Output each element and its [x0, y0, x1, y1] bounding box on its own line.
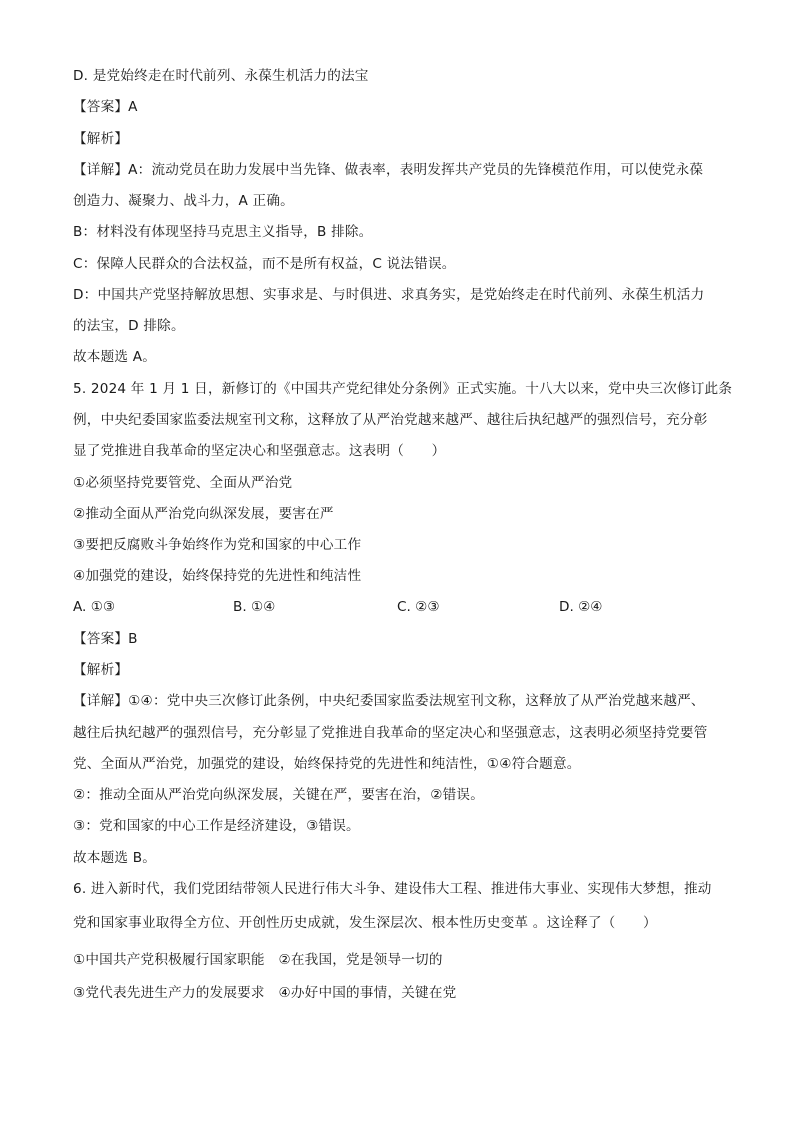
q5-statement-4: ④加强党的建设，始终保持党的先进性和纯洁性 — [73, 568, 362, 584]
q5-detail-2: ②：推动全面从严治党向纵深发展，关键在严，要害在治，②错误。 — [73, 787, 484, 803]
q6-statements-1-2: ①中国共产党积极履行国家职能 ②在我国，党是领导一切的 — [73, 952, 443, 968]
q5-analysis-heading: 【解析】 — [73, 662, 129, 678]
q4-detail-c: C：保障人民群众的合法权益，而不是所有权益，C 说法错误。 — [73, 256, 456, 272]
q4-detail-line: 创造力、凝聚力、战斗力，A 正确。 — [73, 193, 294, 209]
q5-option-c: C. ②③ — [397, 599, 440, 615]
q4-answer: 【答案】A — [73, 99, 138, 115]
q5-detail-line: 党、全面从严治党，加强党的建设，始终保持党的先进性和纯洁性，①④符合题意。 — [73, 756, 581, 772]
q5-detail-line: 越往后执纪越严的强烈信号，充分彰显了党推进自我革命的坚定决心和坚强意志，这表明必须坚持党要管 — [73, 725, 708, 741]
q4-option-d: D. 是党始终走在时代前列、永葆生机活力的法宝 — [73, 68, 369, 84]
q5-statement-3: ③要把反腐败斗争始终作为党和国家的中心工作 — [73, 537, 362, 553]
q5-stem-line: 显了党推进自我革命的坚定决心和坚强意志。这表明（ ） — [73, 443, 446, 459]
q4-detail-d: D：中国共产党坚持解放思想、实事求是、与时俱进、求真务实，是党始终走在时代前列、永葆生机活力 — [73, 287, 705, 303]
q6-statements-3-4: ③党代表先进生产力的发展要求 ④办好中国的事情，关键在党 — [73, 985, 457, 1001]
q4-detail-b: B：材料没有体现坚持马克思主义指导，B 排除。 — [73, 224, 373, 240]
q5-statement-1: ①必须坚持党要管党、全面从严治党 — [73, 475, 293, 491]
q5-option-b: B. ①④ — [233, 599, 276, 615]
q6-stem-line: 党和国家事业取得全方位、开创性历史成就，发生深层次、根本性历史变革 。这诠释了（ ） — [73, 915, 657, 931]
q5-detail-3: ③：党和国家的中心工作是经济建设，③错误。 — [73, 818, 360, 834]
q5-statement-2: ②推动全面从严治党向纵深发展，要害在严 — [73, 506, 334, 522]
q5-answer: 【答案】B — [73, 631, 138, 647]
q5-conclusion: 故本题选 B。 — [73, 850, 157, 866]
q5-detail-line: 【详解】①④：党中央三次修订此条例，中央纪委国家监委法规室刊文称，这释放了从严治党越来越严、 — [73, 693, 705, 709]
q4-detail-d-cont: 的法宝，D 排除。 — [73, 318, 185, 334]
q5-stem-line: 例，中央纪委国家监委法规室刊文称，这释放了从严治党越来越严、越往后执纪越严的强烈信号，充分彰 — [73, 412, 708, 428]
q5-stem-line: 5. 2024 年 1 月 1 日，新修订的《中国共产党纪律处分条例》正式实施。十八大以来，党中央三次修订此条 — [73, 381, 733, 397]
q6-stem-line: 6. 进入新时代，我们党团结带领人民进行伟大斗争、建设伟大工程、推进伟大事业、实现伟大梦想，推动 — [73, 881, 712, 897]
q5-option-d: D. ②④ — [559, 599, 603, 615]
q4-analysis-heading: 【解析】 — [73, 131, 129, 147]
q4-detail-line: 【详解】A：流动党员在助力发展中当先锋、做表率，表明发挥共产党员的先锋模范作用，可以使党永葆 — [73, 162, 704, 178]
q4-conclusion: 故本题选 A。 — [73, 349, 156, 365]
q5-option-a: A. ①③ — [73, 599, 116, 615]
